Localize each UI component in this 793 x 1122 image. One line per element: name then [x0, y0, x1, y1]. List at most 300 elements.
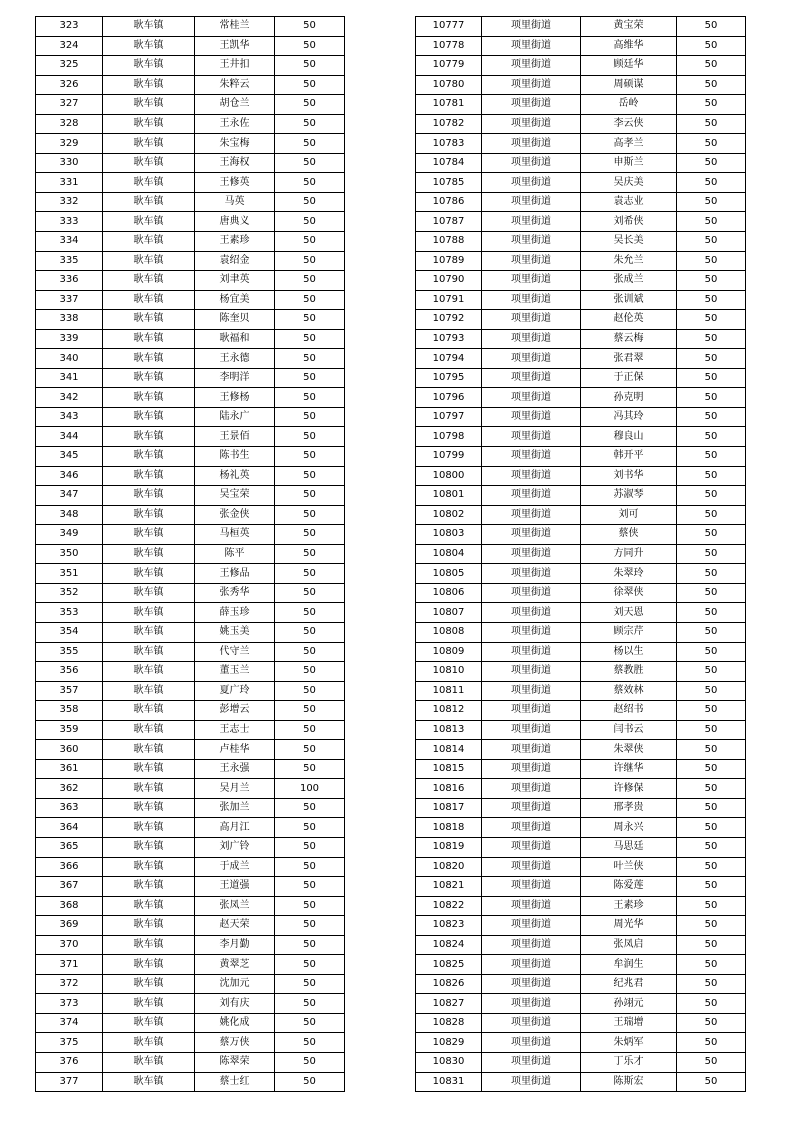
table-row — [416, 212, 746, 232]
name-cell: 苏淑琴 — [581, 486, 677, 506]
town-cell: 耿车镇 — [103, 525, 195, 545]
row-number-cell: 10791 — [416, 290, 482, 310]
amount-cell: 50 — [275, 310, 345, 330]
row-number-cell: 346 — [36, 466, 103, 486]
table-row — [416, 1013, 746, 1033]
amount-cell: 50 — [275, 192, 345, 212]
amount-cell: 50 — [677, 681, 746, 701]
left-roster-table — [35, 16, 345, 1092]
name-cell: 蔡效林 — [581, 681, 677, 701]
row-number-cell: 10777 — [416, 17, 482, 37]
row-number-cell: 10825 — [416, 955, 482, 975]
town-cell: 耿车镇 — [103, 271, 195, 291]
amount-cell: 50 — [677, 955, 746, 975]
town-cell: 项里街道 — [482, 310, 581, 330]
amount-cell: 50 — [677, 662, 746, 682]
amount-cell: 50 — [677, 603, 746, 623]
town-cell: 项里街道 — [482, 505, 581, 525]
amount-cell: 50 — [677, 720, 746, 740]
row-number-cell: 10818 — [416, 818, 482, 838]
name-cell: 王永强 — [195, 759, 275, 779]
town-cell: 项里街道 — [482, 486, 581, 506]
amount-cell: 50 — [275, 466, 345, 486]
name-cell: 袁绍金 — [195, 251, 275, 271]
town-cell: 耿车镇 — [103, 916, 195, 936]
town-cell: 耿车镇 — [103, 1052, 195, 1072]
amount-cell: 50 — [275, 17, 345, 37]
town-cell: 耿车镇 — [103, 681, 195, 701]
town-cell: 耿车镇 — [103, 759, 195, 779]
name-cell: 姚化成 — [195, 1013, 275, 1033]
town-cell: 项里街道 — [482, 212, 581, 232]
amount-cell: 50 — [677, 153, 746, 173]
table-row — [416, 36, 746, 56]
table-row — [416, 1072, 746, 1092]
table-row — [416, 662, 746, 682]
table-row — [416, 232, 746, 252]
table-row — [416, 192, 746, 212]
name-cell: 邢孝贵 — [581, 798, 677, 818]
name-cell: 叶兰侠 — [581, 857, 677, 877]
town-cell: 耿车镇 — [103, 114, 195, 134]
row-number-cell: 345 — [36, 447, 103, 467]
amount-cell: 50 — [677, 1013, 746, 1033]
amount-cell: 50 — [275, 681, 345, 701]
town-cell: 项里街道 — [482, 290, 581, 310]
town-cell: 耿车镇 — [103, 1013, 195, 1033]
name-cell: 王素珍 — [581, 896, 677, 916]
table-row — [416, 17, 746, 37]
table-row — [416, 544, 746, 564]
row-number-cell: 10792 — [416, 310, 482, 330]
table-row — [416, 681, 746, 701]
row-number-cell: 357 — [36, 681, 103, 701]
table-row — [36, 486, 345, 506]
town-cell: 项里街道 — [482, 525, 581, 545]
row-number-cell: 10812 — [416, 701, 482, 721]
town-cell: 耿车镇 — [103, 153, 195, 173]
table-row — [36, 388, 345, 408]
name-cell: 袁志业 — [581, 192, 677, 212]
left-roster-body — [36, 17, 345, 1092]
table-row — [416, 505, 746, 525]
name-cell: 高月江 — [195, 818, 275, 838]
name-cell: 张成兰 — [581, 271, 677, 291]
town-cell: 耿车镇 — [103, 95, 195, 115]
amount-cell: 50 — [677, 701, 746, 721]
town-cell: 耿车镇 — [103, 564, 195, 584]
row-number-cell: 359 — [36, 720, 103, 740]
name-cell: 王修杨 — [195, 388, 275, 408]
town-cell: 项里街道 — [482, 818, 581, 838]
amount-cell: 50 — [275, 955, 345, 975]
town-cell: 项里街道 — [482, 544, 581, 564]
table-row — [36, 368, 345, 388]
amount-cell: 50 — [275, 935, 345, 955]
town-cell: 项里街道 — [482, 740, 581, 760]
row-number-cell: 364 — [36, 818, 103, 838]
amount-cell: 50 — [677, 818, 746, 838]
town-cell: 耿车镇 — [103, 779, 195, 799]
town-cell: 耿车镇 — [103, 232, 195, 252]
name-cell: 王道强 — [195, 877, 275, 897]
name-cell: 代守兰 — [195, 642, 275, 662]
town-cell: 耿车镇 — [103, 56, 195, 76]
table-row — [36, 896, 345, 916]
row-number-cell: 323 — [36, 17, 103, 37]
row-number-cell: 10814 — [416, 740, 482, 760]
table-row — [416, 720, 746, 740]
amount-cell: 50 — [275, 447, 345, 467]
table-row — [36, 720, 345, 740]
town-cell: 耿车镇 — [103, 505, 195, 525]
name-cell: 张金侠 — [195, 505, 275, 525]
name-cell: 刘广铃 — [195, 837, 275, 857]
row-number-cell: 355 — [36, 642, 103, 662]
amount-cell: 50 — [275, 564, 345, 584]
town-cell: 项里街道 — [482, 779, 581, 799]
name-cell: 陈斯宏 — [581, 1072, 677, 1092]
table-row — [36, 779, 345, 799]
amount-cell: 50 — [677, 1072, 746, 1092]
row-number-cell: 10785 — [416, 173, 482, 193]
row-number-cell: 354 — [36, 622, 103, 642]
amount-cell: 50 — [677, 759, 746, 779]
table-row — [416, 603, 746, 623]
name-cell: 于成兰 — [195, 857, 275, 877]
table-row — [416, 153, 746, 173]
town-cell: 耿车镇 — [103, 544, 195, 564]
name-cell: 薛玉珍 — [195, 603, 275, 623]
amount-cell: 50 — [677, 1033, 746, 1053]
amount-cell: 50 — [677, 642, 746, 662]
town-cell: 项里街道 — [482, 75, 581, 95]
table-row — [36, 662, 345, 682]
town-cell: 耿车镇 — [103, 17, 195, 37]
row-number-cell: 348 — [36, 505, 103, 525]
amount-cell: 50 — [275, 290, 345, 310]
row-number-cell: 10815 — [416, 759, 482, 779]
table-row — [416, 818, 746, 838]
town-cell: 耿车镇 — [103, 388, 195, 408]
amount-cell: 50 — [275, 1013, 345, 1033]
table-row — [416, 779, 746, 799]
row-number-cell: 10780 — [416, 75, 482, 95]
town-cell: 耿车镇 — [103, 818, 195, 838]
row-number-cell: 10819 — [416, 837, 482, 857]
name-cell: 杨宜美 — [195, 290, 275, 310]
table-row — [36, 290, 345, 310]
row-number-cell: 10806 — [416, 583, 482, 603]
town-cell: 项里街道 — [482, 622, 581, 642]
town-cell: 耿车镇 — [103, 642, 195, 662]
table-row — [416, 564, 746, 584]
town-cell: 项里街道 — [482, 720, 581, 740]
amount-cell: 50 — [677, 310, 746, 330]
name-cell: 高维华 — [581, 36, 677, 56]
town-cell: 项里街道 — [482, 271, 581, 291]
table-row — [416, 251, 746, 271]
amount-cell: 50 — [275, 525, 345, 545]
name-cell: 吴月兰 — [195, 779, 275, 799]
amount-cell: 50 — [275, 329, 345, 349]
row-number-cell: 338 — [36, 310, 103, 330]
amount-cell: 50 — [275, 583, 345, 603]
amount-cell: 50 — [677, 114, 746, 134]
row-number-cell: 324 — [36, 36, 103, 56]
name-cell: 董玉兰 — [195, 662, 275, 682]
table-row — [36, 974, 345, 994]
town-cell: 耿车镇 — [103, 622, 195, 642]
row-number-cell: 330 — [36, 153, 103, 173]
town-cell: 耿车镇 — [103, 877, 195, 897]
amount-cell: 50 — [677, 779, 746, 799]
town-cell: 项里街道 — [482, 114, 581, 134]
row-number-cell: 10816 — [416, 779, 482, 799]
amount-cell: 50 — [677, 525, 746, 545]
amount-cell: 50 — [275, 486, 345, 506]
table-row — [416, 798, 746, 818]
table-row — [416, 310, 746, 330]
amount-cell: 50 — [275, 544, 345, 564]
name-cell: 申斯兰 — [581, 153, 677, 173]
name-cell: 蔡云梅 — [581, 329, 677, 349]
row-number-cell: 10786 — [416, 192, 482, 212]
town-cell: 耿车镇 — [103, 662, 195, 682]
row-number-cell: 10798 — [416, 427, 482, 447]
row-number-cell: 10823 — [416, 916, 482, 936]
name-cell: 黄翠芝 — [195, 955, 275, 975]
name-cell: 刘希侠 — [581, 212, 677, 232]
row-number-cell: 340 — [36, 349, 103, 369]
row-number-cell: 10801 — [416, 486, 482, 506]
row-number-cell: 371 — [36, 955, 103, 975]
row-number-cell: 327 — [36, 95, 103, 115]
table-row — [36, 544, 345, 564]
name-cell: 王志士 — [195, 720, 275, 740]
amount-cell: 50 — [677, 994, 746, 1014]
row-number-cell: 374 — [36, 1013, 103, 1033]
town-cell: 耿车镇 — [103, 955, 195, 975]
row-number-cell: 351 — [36, 564, 103, 584]
table-row — [36, 349, 345, 369]
name-cell: 张君翠 — [581, 349, 677, 369]
name-cell: 朱翠玲 — [581, 564, 677, 584]
town-cell: 项里街道 — [482, 173, 581, 193]
table-row — [36, 505, 345, 525]
amount-cell: 50 — [275, 407, 345, 427]
name-cell: 陈书生 — [195, 447, 275, 467]
town-cell: 耿车镇 — [103, 1033, 195, 1053]
town-cell: 项里街道 — [482, 407, 581, 427]
row-number-cell: 10799 — [416, 447, 482, 467]
town-cell: 耿车镇 — [103, 974, 195, 994]
amount-cell: 50 — [677, 544, 746, 564]
town-cell: 项里街道 — [482, 1033, 581, 1053]
table-row — [36, 955, 345, 975]
name-cell: 李明洋 — [195, 368, 275, 388]
table-row — [36, 1013, 345, 1033]
name-cell: 李月勤 — [195, 935, 275, 955]
name-cell: 丁乐才 — [581, 1052, 677, 1072]
town-cell: 耿车镇 — [103, 36, 195, 56]
table-row — [36, 740, 345, 760]
town-cell: 项里街道 — [482, 466, 581, 486]
name-cell: 徐翠侠 — [581, 583, 677, 603]
town-cell: 项里街道 — [482, 837, 581, 857]
town-cell: 项里街道 — [482, 916, 581, 936]
amount-cell: 50 — [275, 896, 345, 916]
town-cell: 项里街道 — [482, 192, 581, 212]
town-cell: 耿车镇 — [103, 583, 195, 603]
table-row — [36, 583, 345, 603]
row-number-cell: 10830 — [416, 1052, 482, 1072]
row-number-cell: 377 — [36, 1072, 103, 1092]
name-cell: 王永德 — [195, 349, 275, 369]
amount-cell: 50 — [677, 349, 746, 369]
row-number-cell: 10820 — [416, 857, 482, 877]
table-row — [36, 1052, 345, 1072]
amount-cell: 50 — [677, 896, 746, 916]
table-row — [36, 935, 345, 955]
row-number-cell: 375 — [36, 1033, 103, 1053]
name-cell: 陈爱莲 — [581, 877, 677, 897]
row-number-cell: 339 — [36, 329, 103, 349]
name-cell: 夏广玲 — [195, 681, 275, 701]
town-cell: 耿车镇 — [103, 740, 195, 760]
table-row — [416, 955, 746, 975]
amount-cell: 50 — [275, 251, 345, 271]
amount-cell: 50 — [275, 701, 345, 721]
name-cell: 陈奎贝 — [195, 310, 275, 330]
amount-cell: 50 — [677, 583, 746, 603]
table-row — [416, 701, 746, 721]
amount-cell: 50 — [275, 642, 345, 662]
town-cell: 项里街道 — [482, 1013, 581, 1033]
amount-cell: 50 — [275, 818, 345, 838]
table-row — [36, 525, 345, 545]
table-row — [36, 681, 345, 701]
town-cell: 耿车镇 — [103, 173, 195, 193]
town-cell: 耿车镇 — [103, 75, 195, 95]
amount-cell: 50 — [275, 153, 345, 173]
town-cell: 耿车镇 — [103, 329, 195, 349]
table-row — [416, 877, 746, 897]
row-number-cell: 10794 — [416, 349, 482, 369]
amount-cell: 50 — [677, 486, 746, 506]
row-number-cell: 353 — [36, 603, 103, 623]
table-row — [416, 1033, 746, 1053]
town-cell: 项里街道 — [482, 134, 581, 154]
name-cell: 孙翊元 — [581, 994, 677, 1014]
table-row — [416, 916, 746, 936]
amount-cell: 50 — [275, 349, 345, 369]
table-row — [416, 329, 746, 349]
table-row — [416, 368, 746, 388]
table-row — [416, 525, 746, 545]
name-cell: 蔡侠 — [581, 525, 677, 545]
town-cell: 项里街道 — [482, 583, 581, 603]
amount-cell: 50 — [677, 368, 746, 388]
row-number-cell: 10829 — [416, 1033, 482, 1053]
row-number-cell: 10788 — [416, 232, 482, 252]
amount-cell: 50 — [677, 857, 746, 877]
row-number-cell: 10826 — [416, 974, 482, 994]
row-number-cell: 326 — [36, 75, 103, 95]
table-row — [416, 447, 746, 467]
name-cell: 许继华 — [581, 759, 677, 779]
table-row — [416, 994, 746, 1014]
amount-cell: 50 — [275, 916, 345, 936]
amount-cell: 50 — [275, 134, 345, 154]
town-cell: 项里街道 — [482, 857, 581, 877]
row-number-cell: 10821 — [416, 877, 482, 897]
name-cell: 李云侠 — [581, 114, 677, 134]
row-number-cell: 367 — [36, 877, 103, 897]
table-row — [36, 17, 345, 37]
town-cell: 耿车镇 — [103, 701, 195, 721]
name-cell: 王素珍 — [195, 232, 275, 252]
town-cell: 耿车镇 — [103, 466, 195, 486]
name-cell: 刘有庆 — [195, 994, 275, 1014]
row-number-cell: 370 — [36, 935, 103, 955]
amount-cell: 50 — [677, 329, 746, 349]
amount-cell: 50 — [275, 56, 345, 76]
name-cell: 赵伦英 — [581, 310, 677, 330]
table-row — [416, 75, 746, 95]
table-row — [416, 857, 746, 877]
amount-cell: 50 — [275, 427, 345, 447]
town-cell: 项里街道 — [482, 877, 581, 897]
amount-cell: 50 — [275, 974, 345, 994]
town-cell: 项里街道 — [482, 798, 581, 818]
name-cell: 许修保 — [581, 779, 677, 799]
row-number-cell: 10800 — [416, 466, 482, 486]
row-number-cell: 334 — [36, 232, 103, 252]
row-number-cell: 10828 — [416, 1013, 482, 1033]
amount-cell: 50 — [275, 212, 345, 232]
town-cell: 耿车镇 — [103, 447, 195, 467]
town-cell: 项里街道 — [482, 896, 581, 916]
town-cell: 耿车镇 — [103, 310, 195, 330]
row-number-cell: 10809 — [416, 642, 482, 662]
town-cell: 耿车镇 — [103, 837, 195, 857]
name-cell: 顾廷华 — [581, 56, 677, 76]
amount-cell: 50 — [677, 388, 746, 408]
name-cell: 姚玉美 — [195, 622, 275, 642]
row-number-cell: 10778 — [416, 36, 482, 56]
amount-cell: 50 — [677, 447, 746, 467]
amount-cell: 50 — [275, 173, 345, 193]
amount-cell: 50 — [677, 192, 746, 212]
town-cell: 项里街道 — [482, 56, 581, 76]
table-row — [416, 642, 746, 662]
amount-cell: 50 — [275, 857, 345, 877]
amount-cell: 50 — [275, 1072, 345, 1092]
row-number-cell: 358 — [36, 701, 103, 721]
name-cell: 顾宗芹 — [581, 622, 677, 642]
row-number-cell: 10796 — [416, 388, 482, 408]
table-row — [416, 740, 746, 760]
row-number-cell: 332 — [36, 192, 103, 212]
name-cell: 周硕谋 — [581, 75, 677, 95]
amount-cell: 50 — [677, 935, 746, 955]
table-row — [36, 447, 345, 467]
name-cell: 朱宝梅 — [195, 134, 275, 154]
name-cell: 蔡教胜 — [581, 662, 677, 682]
town-cell: 耿车镇 — [103, 994, 195, 1014]
table-row — [36, 407, 345, 427]
